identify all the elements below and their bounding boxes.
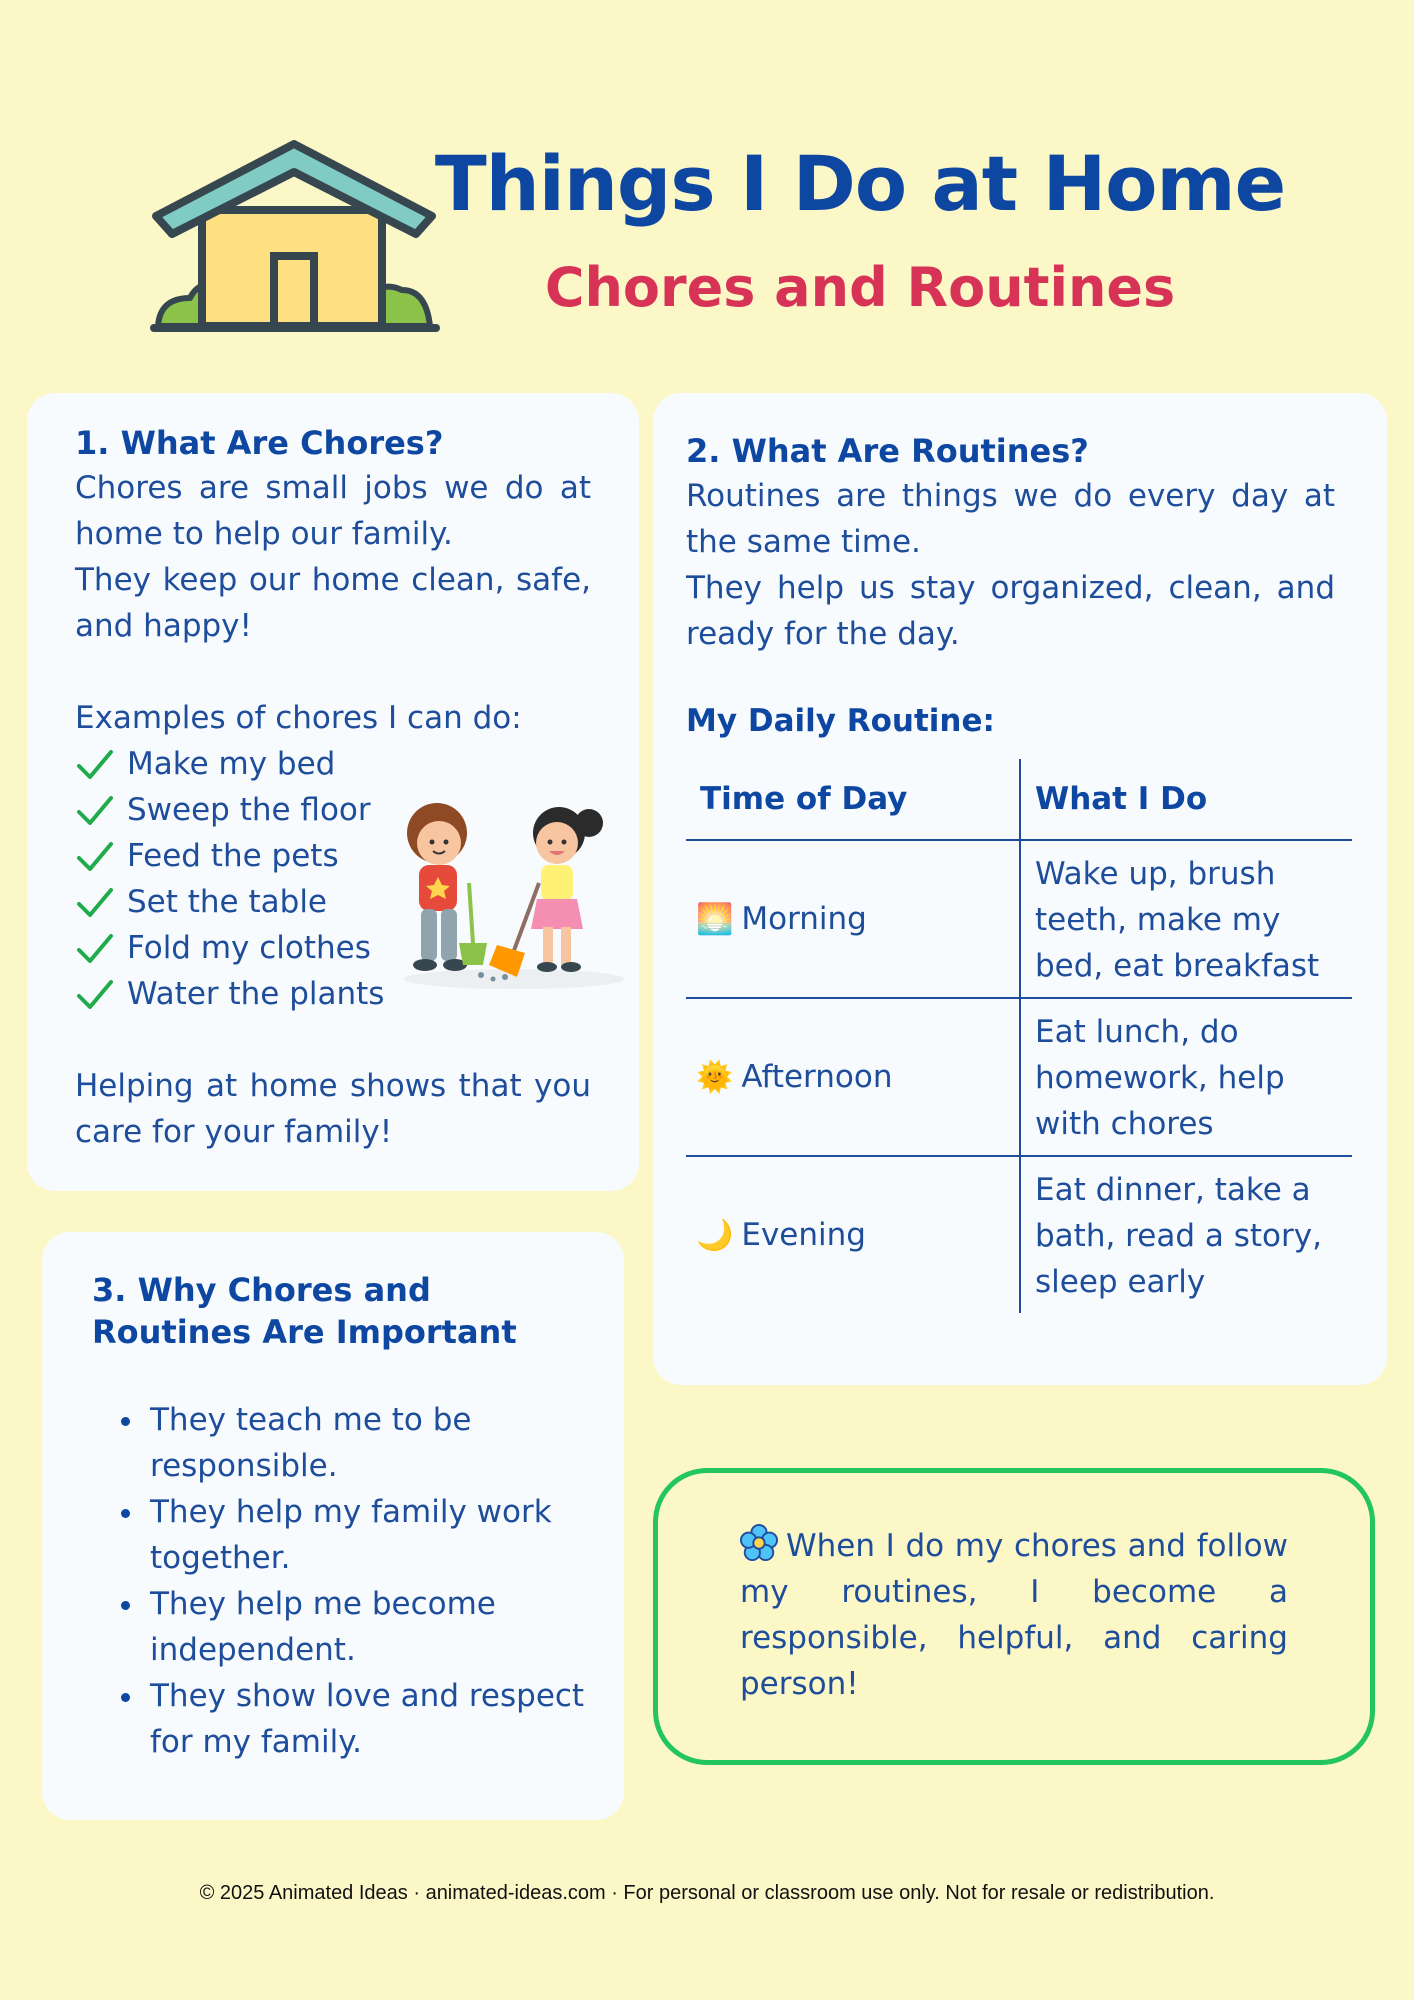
column-header-activity: What I Do [1020, 759, 1352, 840]
callout-text: When I do my chores and follow my routines, I become a responsible, helpful, and caring person! [740, 1528, 1288, 1702]
list-item: • They help my family work together. [146, 1489, 594, 1581]
list-item: • They teach me to be responsible. [146, 1397, 594, 1489]
time-label: Afternoon [741, 1059, 893, 1096]
chore-label: Sweep the floor [127, 791, 371, 828]
table-row [686, 1156, 1352, 1313]
time-label: Morning [741, 901, 867, 938]
sun-icon: 🌞 [696, 1060, 734, 1096]
checkmark-icon [75, 882, 115, 922]
chores-closing: Helping at home shows that you care for your family! [75, 1067, 591, 1150]
checkmark-icon [75, 744, 115, 784]
chores-card [27, 393, 639, 1191]
summary-callout [653, 1468, 1375, 1765]
sunrise-icon: 🌅 [696, 902, 734, 938]
time-cell [686, 840, 1020, 998]
page-title: Things I Do at Home [434, 139, 1286, 228]
list-item: • They help me become independent. [146, 1581, 594, 1673]
table-row [686, 840, 1352, 998]
page-subtitle: Chores and Routines [544, 256, 1176, 319]
routines-heading: 2. What Are Routines? [686, 432, 1089, 470]
chore-label: Set the table [127, 883, 328, 920]
routines-intro-1: Routines are things we do every day at the same time. [686, 477, 1335, 560]
chores-examples-label: Examples of chores I can do: [75, 699, 522, 736]
routine-table-label: My Daily Routine: [686, 702, 995, 739]
chores-intro-1: Chores are small jobs we do at home to help our family. [75, 469, 591, 552]
checkmark-icon [75, 790, 115, 830]
callout-paragraph [740, 1523, 1288, 1707]
why-list [92, 1397, 594, 1765]
time-label: Evening [741, 1217, 866, 1254]
table-header-row [686, 759, 1352, 840]
why-card [42, 1232, 624, 1820]
routines-card [653, 393, 1387, 1385]
chores-heading: 1. What Are Chores? [75, 424, 444, 462]
chores-intro-2: They keep our home clean, safe, and happy! [75, 561, 591, 644]
list-item: • They show love and respect for my family. [146, 1673, 594, 1765]
column-header-time: Time of Day [686, 759, 1020, 840]
checkmark-icon [75, 836, 115, 876]
activity-cell: Eat lunch, do homework, help with chores [1020, 998, 1352, 1156]
moon-icon: 🌙 [696, 1218, 734, 1254]
chore-label: Fold my clothes [127, 929, 371, 966]
activity-cell: Eat dinner, take a bath, read a story, sleep early [1035, 1171, 1322, 1300]
table-row [686, 998, 1352, 1156]
chore-label: Water the plants [127, 975, 385, 1012]
time-cell [686, 1156, 1020, 1313]
flower-icon [740, 1524, 778, 1562]
time-cell [686, 998, 1020, 1156]
chore-label: Feed the pets [127, 837, 339, 874]
why-heading: 3. Why Chores and Routines Are Important [92, 1271, 517, 1351]
activity-cell: Wake up, brush teeth, make my bed, eat breakfast [1020, 840, 1352, 998]
checkmark-icon [75, 928, 115, 968]
footer-copyright: © 2025 Animated Ideas · animated-ideas.com · For personal or classroom use only. Not for resale or redistribution. [199, 1882, 1215, 1904]
kids-cleaning-illustration [389, 793, 639, 993]
list-item [75, 741, 591, 787]
routine-table [686, 759, 1352, 1313]
house-icon [150, 138, 440, 338]
checkmark-icon [75, 974, 115, 1014]
routines-intro-2: They help us stay organized, clean, and ready for the day. [686, 569, 1335, 652]
chore-label: Make my bed [127, 745, 336, 782]
